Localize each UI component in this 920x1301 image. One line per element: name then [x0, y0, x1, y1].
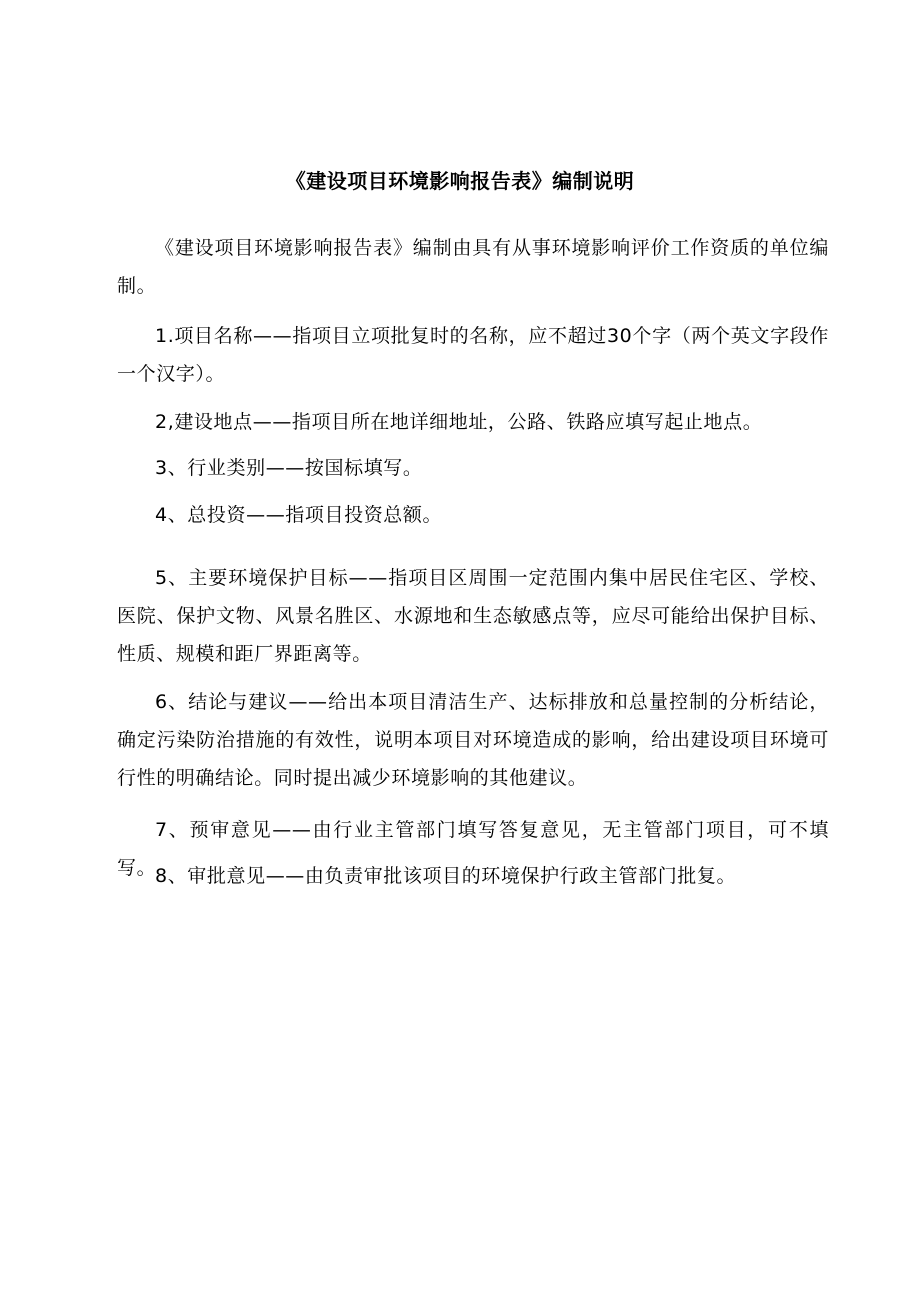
item-project-name: 1.项目名称——指项目立项批复时的名称，应不超过30个字（两个英文字段作一个汉字）。	[117, 325, 829, 385]
item-protection-targets: 5、主要环境保护目标——指项目区周围一定范围内集中居民住宅区、学校、医院、保护文物、风景名胜区、水源地和生态敏感点等，应尽可能给出保护目标、性质、规模和距厂界距离等。	[117, 567, 829, 665]
item-industry-category: 3、行业类别——按国标填写。	[155, 457, 423, 479]
item-construction-location: 2,建设地点——指项目所在地详细地址，公路、铁路应填写起止地点。	[155, 411, 763, 433]
item-conclusions: 6、结论与建议——给出本项目清洁生产、达标排放和总量控制的分析结论，确定污染防治措施的有效性，说明本项目对环境造成的影响，给出建设项目环境可行性的明确结论。同时提出减少环境影响的其他建议。	[117, 691, 829, 789]
intro-paragraph: 《建设项目环境影响报告表》编制由具有从事环境影响评价工作资质的单位编制。	[117, 237, 829, 297]
item-approval-opinion: 8、审批意见——由负责审批该项目的环境保护行政主管部门批复。	[155, 865, 737, 887]
item-total-investment: 4、总投资——指项目投资总额。	[155, 504, 443, 526]
item-preliminary-review: 7、预审意见——由行业主管部门填写答复意见，无主管部门项目，可不填写。	[117, 819, 829, 879]
document-title: 《建设项目环境影响报告表》编制说明	[285, 169, 635, 193]
